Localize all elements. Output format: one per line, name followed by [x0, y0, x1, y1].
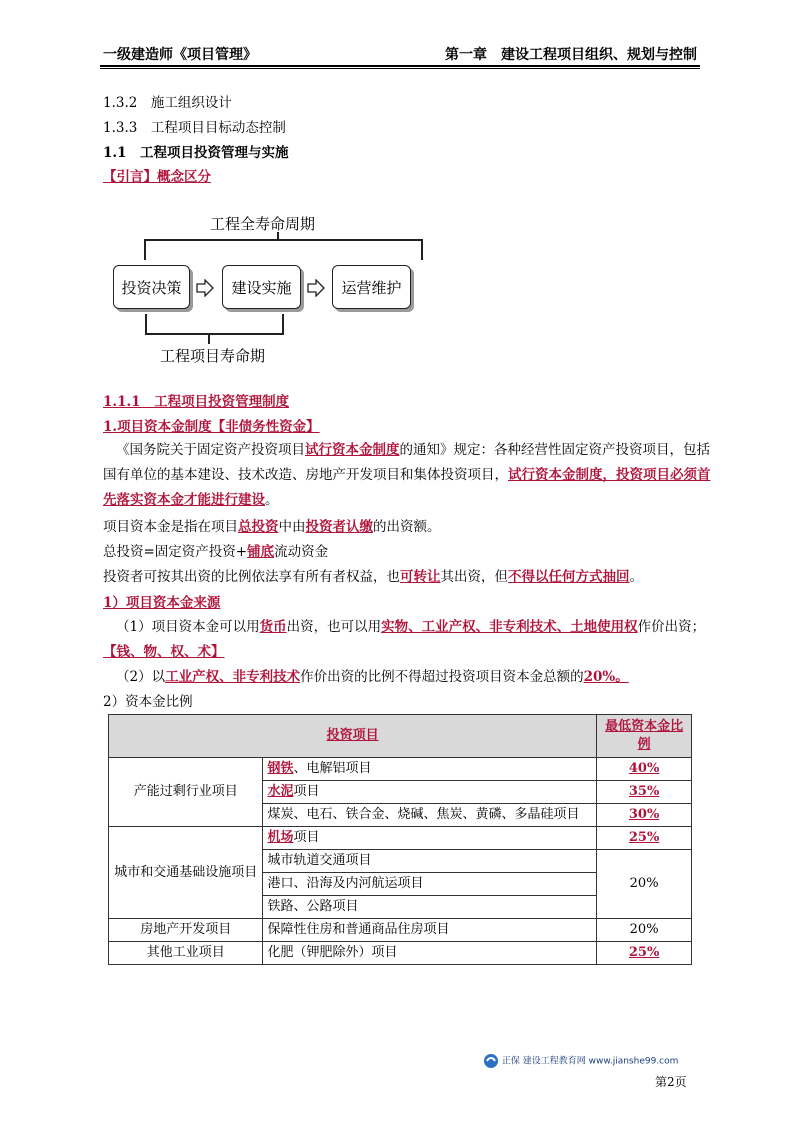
- paragraph-1: 《国务院关于固定资产投资项目试行资本金制度的通知》规定：各种经营性固定资产投资项目，包括国有单位的基本建设、技术改造、房地产开发项目和集体投资项目，试行资本金制度，投资项目必须首先落实资本金才能进行建设。: [103, 442, 711, 508]
- pct-cell: 25%: [597, 827, 692, 850]
- table-header-item: 投资项目: [109, 715, 597, 758]
- table-header-pct: 最低资本金比例: [597, 715, 692, 758]
- subsection-3: 2）资本金比例: [103, 694, 193, 710]
- item-cell: 机场项目: [263, 827, 597, 850]
- item-cell: 城市轨道交通项目: [263, 850, 597, 873]
- bottom-brace: [143, 314, 293, 344]
- category-cell: 房地产开发项目: [109, 919, 263, 942]
- subsection-title: 1.1.1 工程项目投资管理制度: [103, 394, 290, 410]
- top-brace: [140, 232, 430, 262]
- pct-cell: 35%: [597, 781, 692, 804]
- pct-cell: 20%: [597, 850, 692, 919]
- header-rule: [100, 65, 700, 67]
- item-cell: 铁路、公路项目: [263, 896, 597, 919]
- diagram-top-label: 工程全寿命周期: [210, 215, 316, 233]
- category-cell: 其他工业项目: [109, 942, 263, 965]
- page-number: 第2页: [655, 1075, 687, 1089]
- paragraph-2: 项目资本金是指在项目总投资中由投资者认缴的出资额。: [103, 519, 441, 535]
- intro-heading: 【引言】概念区分: [103, 169, 211, 185]
- pct-cell: 40%: [597, 758, 692, 781]
- toc-line-2: 1.3.3 工程项目目标动态控制: [103, 120, 286, 136]
- item-cell: 保障性住房和普通商品住房项目: [263, 919, 597, 942]
- subsection-2: 1）项目资本金来源: [103, 595, 221, 611]
- toc-line-1: 1.3.2 施工组织设计: [103, 95, 232, 111]
- arrow-right-icon: [196, 279, 214, 297]
- item-cell: 水泥项目: [263, 781, 597, 804]
- section-heading: 1.1 工程项目投资管理与实施: [103, 145, 289, 161]
- item-cell: 港口、沿海及内河航运项目: [263, 873, 597, 896]
- pct-cell: 20%: [597, 919, 692, 942]
- arrow-right-icon: [307, 279, 325, 297]
- diagram-bottom-label: 工程项目寿命期: [160, 347, 266, 365]
- capital-ratio-table: [108, 714, 692, 965]
- box-investment-decision: 投资决策: [113, 265, 190, 309]
- category-cell: 城市和交通基础设施项目: [109, 827, 263, 919]
- paragraph-4: 投资者可按其出资的比例依法享有所有者权益，也可转让其出资，但不得以任何方式抽回。: [103, 569, 643, 585]
- paragraph-6: （2）以工业产权、非专利技术作价出资的比例不得超过投资项目资本金总额的20%。: [116, 669, 629, 685]
- header-right: 第一章 建设工程项目组织、规划与控制: [445, 47, 697, 63]
- footer-logo: 正保 建设工程教育网 www.jianshe99.com: [483, 1053, 678, 1069]
- pct-cell: 25%: [597, 942, 692, 965]
- paragraph-3: 总投资=固定资产投资+铺底流动资金: [103, 544, 329, 560]
- item-cell: 钢铁、电解铝项目: [263, 758, 597, 781]
- paragraph-5: （1）项目资本金可以用货币出资，也可以用实物、工业产权、非专利技术、土地使用权作价出资；【钱、物、权、术】: [103, 619, 706, 660]
- item-cell: 化肥（钾肥除外）项目: [263, 942, 597, 965]
- logo-icon: [483, 1053, 499, 1069]
- box-construction: 建设实施: [222, 265, 301, 309]
- header-left: 一级建造师《项目管理》: [103, 47, 257, 63]
- header-rule-thin: [100, 68, 700, 69]
- subsection-1: 1.项目资本金制度【非债务性资金】: [103, 419, 320, 435]
- pct-cell: 30%: [597, 804, 692, 827]
- box-operation: 运营维护: [332, 265, 411, 309]
- item-cell: 煤炭、电石、铁合金、烧碱、焦炭、黄磷、多晶硅项目: [263, 804, 597, 827]
- category-cell: 产能过剩行业项目: [109, 758, 263, 827]
